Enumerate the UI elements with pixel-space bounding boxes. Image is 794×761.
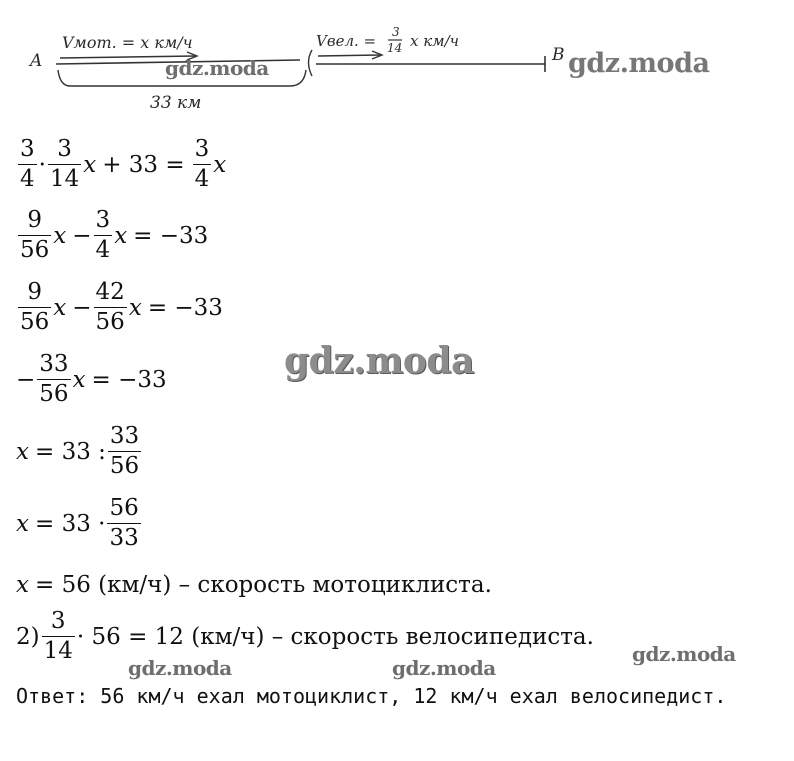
fraction: $\frac{9}{56}$ [20,207,50,263]
point-b-label: B [552,45,565,65]
fraction: $\frac{33}{56}$ [109,423,140,479]
equation-line-6: x = 33 · $\frac{56}{33}$ [16,495,139,551]
fraction: $\frac{3}{4}$ [194,136,210,192]
watermark: gdz.moda [568,48,710,79]
watermark: gdz.moda [632,642,736,666]
equation-line-3: $\frac{9}{56}$ x − $\frac{42}{56}$ x = −33 [20,279,223,335]
point-a-label: A [30,51,43,71]
equation-line-1: $\frac{3}{4}$ · $\frac{3}{14}$ x + 33 = $\frac{3}{4}$ x [20,136,227,192]
fraction: $\frac{56}{33}$ [109,495,139,551]
bicycle-speed-suffix: x км/ч [410,32,460,50]
bicycle-speed-num: 3 [392,25,400,39]
watermark: gdz.moda [128,656,232,680]
watermark: gdz.moda [392,656,496,680]
fraction: $\frac{3}{4}$ [95,207,111,263]
answer-line: Ответ: 56 км/ч ехал мотоциклист, 12 км/ч ехал велосипедист. [16,684,727,708]
fraction: $\frac{33}{56}$ [39,351,69,407]
fraction: $\frac{42}{56}$ [95,279,125,335]
fraction: $\frac{3}{14}$ [49,136,80,192]
bicycle-arrow [318,55,380,56]
watermark: gdz.moda [284,340,474,382]
motorcycle-speed-note: Vмот. = x км/ч [62,33,193,52]
bracket [309,50,313,76]
fraction: $\frac{9}{56}$ [20,279,50,335]
distance-label: 33 км [150,93,202,113]
equation-line-7: x = 56 (км/ч) – скорость мотоциклиста. [16,572,492,598]
bicycle-speed-prefix: Vвел. = [316,32,377,50]
fraction: $\frac{3}{14}$ [43,608,73,664]
equation-line-4: − $\frac{33}{56}$ x = −33 [16,351,167,407]
watermark: gdz.moda [165,56,269,80]
equation-line-2: $\frac{9}{56}$ x − $\frac{3}{4}$ x = −33 [20,207,209,263]
equation-line-8: 2) $\frac{3}{14}$ · 56 = 12 (км/ч) – скорость велосипедиста. [16,608,594,664]
equation-line-5: x = 33 : $\frac{33}{56}$ [16,423,140,479]
fraction: $\frac{3}{4}$ [20,136,35,192]
bicycle-speed-den: 14 [387,41,403,55]
